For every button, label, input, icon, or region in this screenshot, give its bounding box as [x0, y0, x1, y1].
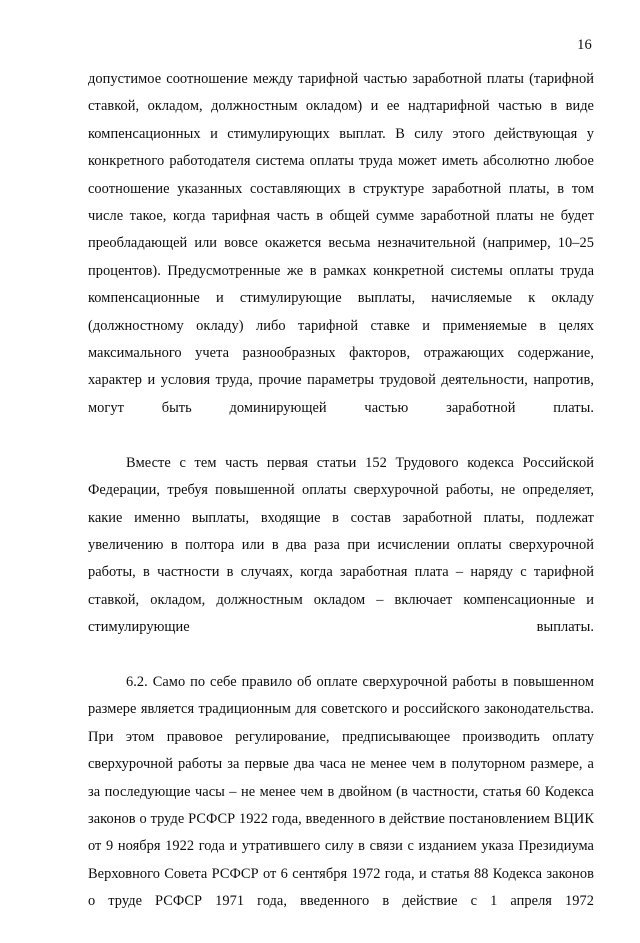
- paragraph-2: Вместе с тем часть первая статьи 152 Трудового кодекса Российской Федерации, требуя повышенной оплаты сверхурочной работы, не определяет, какие именно выплаты, входящие в состав заработной платы, подлежат увеличению в полтора или в два раза при исчислении оплаты сверхурочной работы, в частности в случаях, когда заработная плата – наряду с тарифной ставкой, окладом, должностным окладом – включает компенсационные и стимулирующие выплаты.: [88, 454, 594, 636]
- page-number: 16: [577, 37, 592, 53]
- paragraph-3: 6.2. Само по себе правило об оплате сверхурочной работы в повышенном размере является традиционным для советского и российского законодательства. При этом правовое регулирование, предписывающее производить оплату сверхурочной работы за первые два часа не менее чем в полуторном размере, а за последующие часы – не менее чем в двойном (в частности, статья 60 Кодекса законов о труде РСФСР 1922 года, введенного в действие постановлением ВЦИК от 9 ноября 1922 года и утратившего силу в связи с изданием указа Президиума Верховного Совета РСФСР от 6 сентября 1972 года, и статья 88 Кодекса законов о труде РСФСР 1971 года, введенного в действие с 1 апреля 1972: [88, 673, 594, 910]
- page-body: [88, 66, 594, 943]
- paragraph-1: допустимое соотношение между тарифной частью заработной платы (тарифной ставкой, окладом, должностным окладом) и ее надтарифной частью в виде компенсационных и стимулирующих выплат. В силу этого действующая у конкретного работодателя система оплаты труда может иметь абсолютно любое соотношение указанных составляющих в структуре заработной платы, в том числе такое, когда тарифная часть в общей сумме заработной платы не будет преобладающей или вовсе окажется весьма незначительной (например, 10–25 процентов). Предусмотренные же в рамках конкретной системы оплаты труда компенсационные и стимулирующие выплаты, начисляемые к окладу (должностному окладу) либо тарифной ставке и применяемые в целях максимального учета разнообразных факторов, отражающих содержание, характер и условия труда, прочие параметры трудовой деятельности, напротив, могут быть доминирующей частью заработной платы.: [88, 71, 594, 416]
